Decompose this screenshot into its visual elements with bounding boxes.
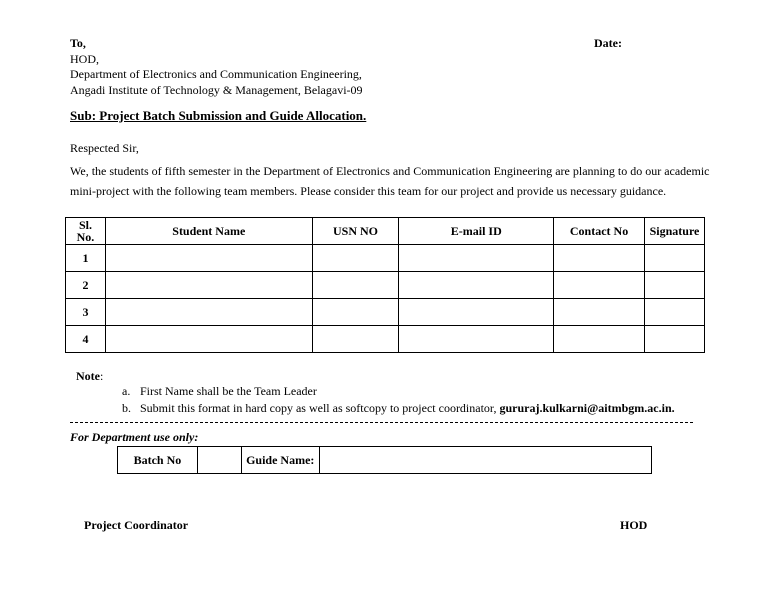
- note-item: [122, 401, 675, 416]
- signature-cell[interactable]: [644, 326, 704, 353]
- note-item-text: Submit this format in hard copy as well as softcopy to project coordinator,: [140, 401, 500, 415]
- note-item: [122, 384, 317, 399]
- email-cell[interactable]: [399, 326, 554, 353]
- usn-cell[interactable]: [312, 299, 399, 326]
- header-usn: USN NO: [312, 218, 399, 245]
- student-name-cell[interactable]: [105, 299, 312, 326]
- student-name-cell[interactable]: [105, 326, 312, 353]
- email-cell[interactable]: [399, 245, 554, 272]
- header-student-name: Student Name: [105, 218, 312, 245]
- batch-no-label: Batch No: [118, 447, 198, 474]
- table-row: [66, 326, 705, 353]
- table-row: [66, 245, 705, 272]
- department-use-table: [117, 446, 652, 474]
- header-sl-no: Sl. No.: [66, 218, 106, 245]
- date-label: Date:: [594, 36, 622, 50]
- header-contact: Contact No: [554, 218, 645, 245]
- coordinator-email: gururaj.kulkarni@aitmbgm.ac.in.: [499, 401, 675, 415]
- contact-cell[interactable]: [554, 245, 645, 272]
- email-cell[interactable]: [399, 272, 554, 299]
- student-name-cell[interactable]: [105, 272, 312, 299]
- usn-cell[interactable]: [312, 272, 399, 299]
- row-number: 3: [66, 299, 106, 326]
- row-number: 1: [66, 245, 106, 272]
- department-use-row: [118, 447, 652, 474]
- row-number: 4: [66, 326, 106, 353]
- to-line: To,: [70, 36, 86, 50]
- note-label: Note:: [76, 369, 104, 383]
- hod-signature: HOD: [620, 518, 648, 532]
- note-item-text: First Name shall be the Team Leader: [140, 384, 317, 398]
- salutation: Respected Sir,: [70, 141, 139, 155]
- signature-cell[interactable]: [644, 272, 704, 299]
- dashed-divider: [70, 422, 693, 423]
- department-line: Department of Electronics and Communication Engineering,: [70, 67, 362, 81]
- table-row: [66, 299, 705, 326]
- body-paragraph: We, the students of fifth semester in the Department of Electronics and Communication Engineering are planning to do our academic mini-project with the following team members. Please consider this team for our project and provide us necessary guidance.: [70, 164, 710, 198]
- student-name-cell[interactable]: [105, 245, 312, 272]
- table-row: [66, 272, 705, 299]
- contact-cell[interactable]: [554, 272, 645, 299]
- department-use-label: For Department use only:: [70, 430, 199, 444]
- contact-cell[interactable]: [554, 326, 645, 353]
- note-item-letter: a.: [122, 384, 131, 398]
- institute-line: Angadi Institute of Technology & Management, Belagavi-09: [70, 82, 363, 97]
- usn-cell[interactable]: [312, 326, 399, 353]
- header-signature: Signature: [644, 218, 704, 245]
- subject-line: Sub: Project Batch Submission and Guide Allocation.: [70, 108, 367, 123]
- usn-cell[interactable]: [312, 245, 399, 272]
- header-email: E-mail ID: [399, 218, 554, 245]
- email-cell[interactable]: [399, 299, 554, 326]
- project-coordinator-signature: Project Coordinator: [84, 518, 189, 532]
- guide-name-label: Guide Name:: [241, 447, 319, 474]
- note-item-letter: b.: [122, 401, 131, 415]
- guide-name-field[interactable]: [319, 447, 651, 474]
- team-members-table: [65, 217, 705, 353]
- contact-cell[interactable]: [554, 299, 645, 326]
- signature-cell[interactable]: [644, 299, 704, 326]
- row-number: 2: [66, 272, 106, 299]
- table-header-row: [66, 218, 705, 245]
- batch-no-field[interactable]: [197, 447, 241, 474]
- signature-cell[interactable]: [644, 245, 704, 272]
- hod-line: HOD,: [70, 51, 99, 66]
- addressee-block: [70, 36, 363, 98]
